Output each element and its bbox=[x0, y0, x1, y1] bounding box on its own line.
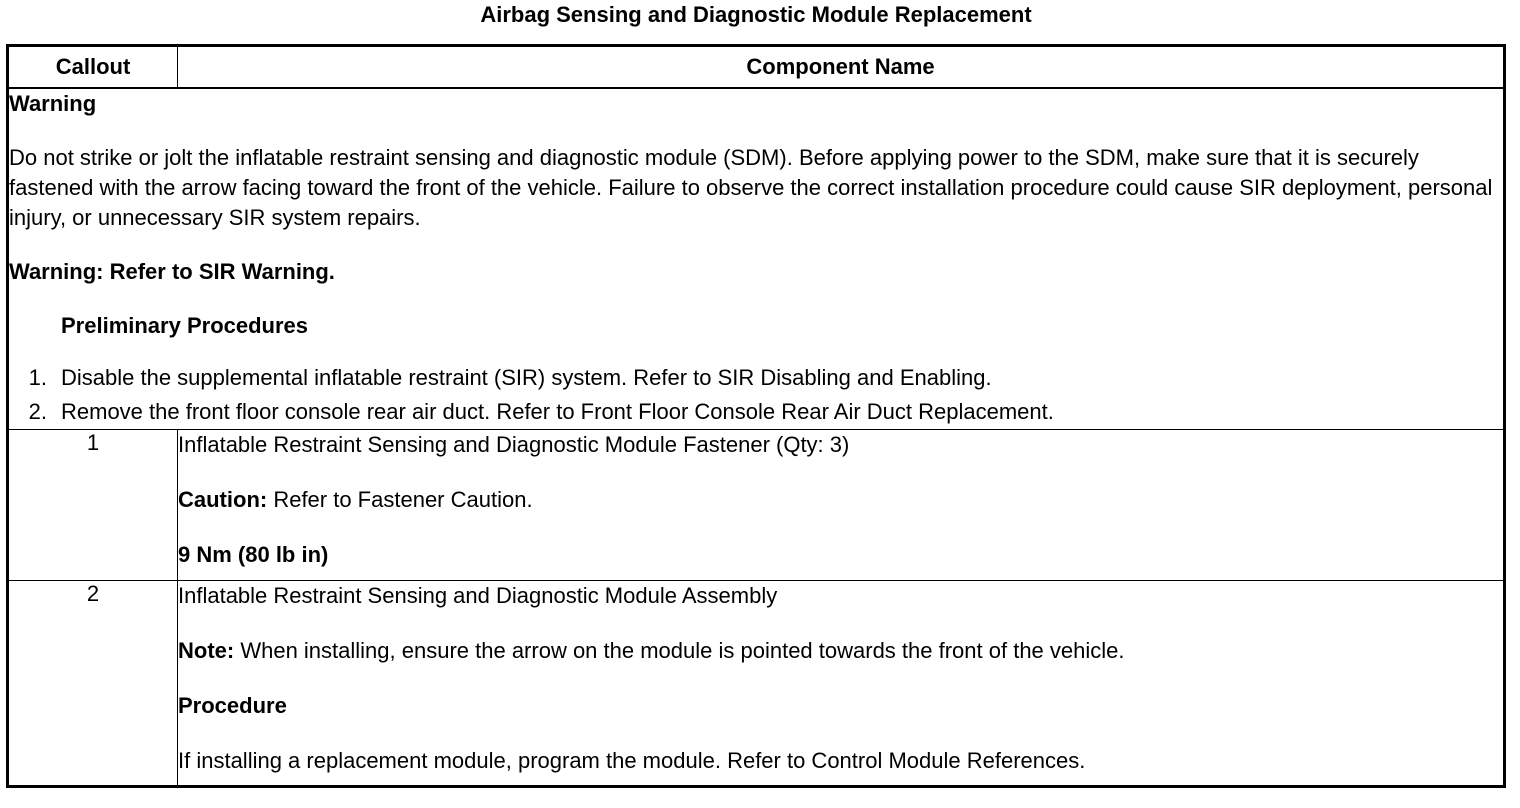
component-name: Inflatable Restraint Sensing and Diagnostic Module Fastener (Qty: 3) bbox=[178, 432, 850, 457]
warning-reference: Warning: Refer to SIR Warning. bbox=[9, 259, 335, 284]
note-text: When installing, ensure the arrow on the module is pointed towards the front of the vehicle. bbox=[234, 638, 1125, 663]
intro-cell bbox=[8, 88, 1505, 430]
preliminary-procedures-heading: Preliminary Procedures bbox=[61, 313, 309, 338]
component-name: Inflatable Restraint Sensing and Diagnostic Module Assembly bbox=[178, 583, 778, 608]
caution-note bbox=[178, 485, 1503, 515]
callout-number: 1 bbox=[8, 430, 178, 581]
list-item bbox=[9, 361, 1503, 395]
callout-header: Callout bbox=[8, 46, 178, 89]
note-label: Note: bbox=[178, 638, 235, 663]
preliminary-steps-list bbox=[9, 361, 1503, 429]
warning-text: Do not strike or jolt the inflatable restraint sensing and diagnostic module (SDM). Before applying power to the SDM, make sure that it is securely fastened with the arrow facing toward the front of the vehicle. Failure to observe the correct installation procedure could cause SIR deployment, personal injury, or unnecessary SIR system repairs. bbox=[9, 145, 1493, 230]
warning-heading: Warning bbox=[9, 91, 97, 116]
step-text: Remove the front floor console rear air duct. Refer to Front Floor Console Rear Air Duct Replacement. bbox=[61, 399, 1054, 424]
procedure-table bbox=[6, 44, 1506, 788]
list-item bbox=[9, 395, 1503, 429]
component-cell bbox=[178, 581, 1505, 787]
caution-label: Caution: bbox=[178, 487, 268, 512]
procedure-text: If installing a replacement module, program the module. Refer to Control Module References. bbox=[178, 748, 1086, 773]
header-row bbox=[8, 46, 1505, 89]
install-note bbox=[178, 636, 1503, 666]
caution-text: Refer to Fastener Caution. bbox=[267, 487, 533, 512]
component-cell bbox=[178, 430, 1505, 581]
torque-spec: 9 Nm (80 lb in) bbox=[178, 542, 329, 567]
intro-row bbox=[8, 88, 1505, 430]
table-row bbox=[8, 581, 1505, 787]
step-text: Disable the supplemental inflatable restraint (SIR) system. Refer to SIR Disabling and Enabling. bbox=[61, 365, 992, 390]
component-name-header: Component Name bbox=[178, 46, 1505, 89]
step-number: 1. bbox=[28, 365, 47, 390]
table-row bbox=[8, 430, 1505, 581]
callout-number: 2 bbox=[8, 581, 178, 787]
page-title: Airbag Sensing and Diagnostic Module Replacement bbox=[480, 2, 1032, 27]
procedure-heading: Procedure bbox=[178, 693, 287, 718]
step-number: 2. bbox=[28, 399, 47, 424]
